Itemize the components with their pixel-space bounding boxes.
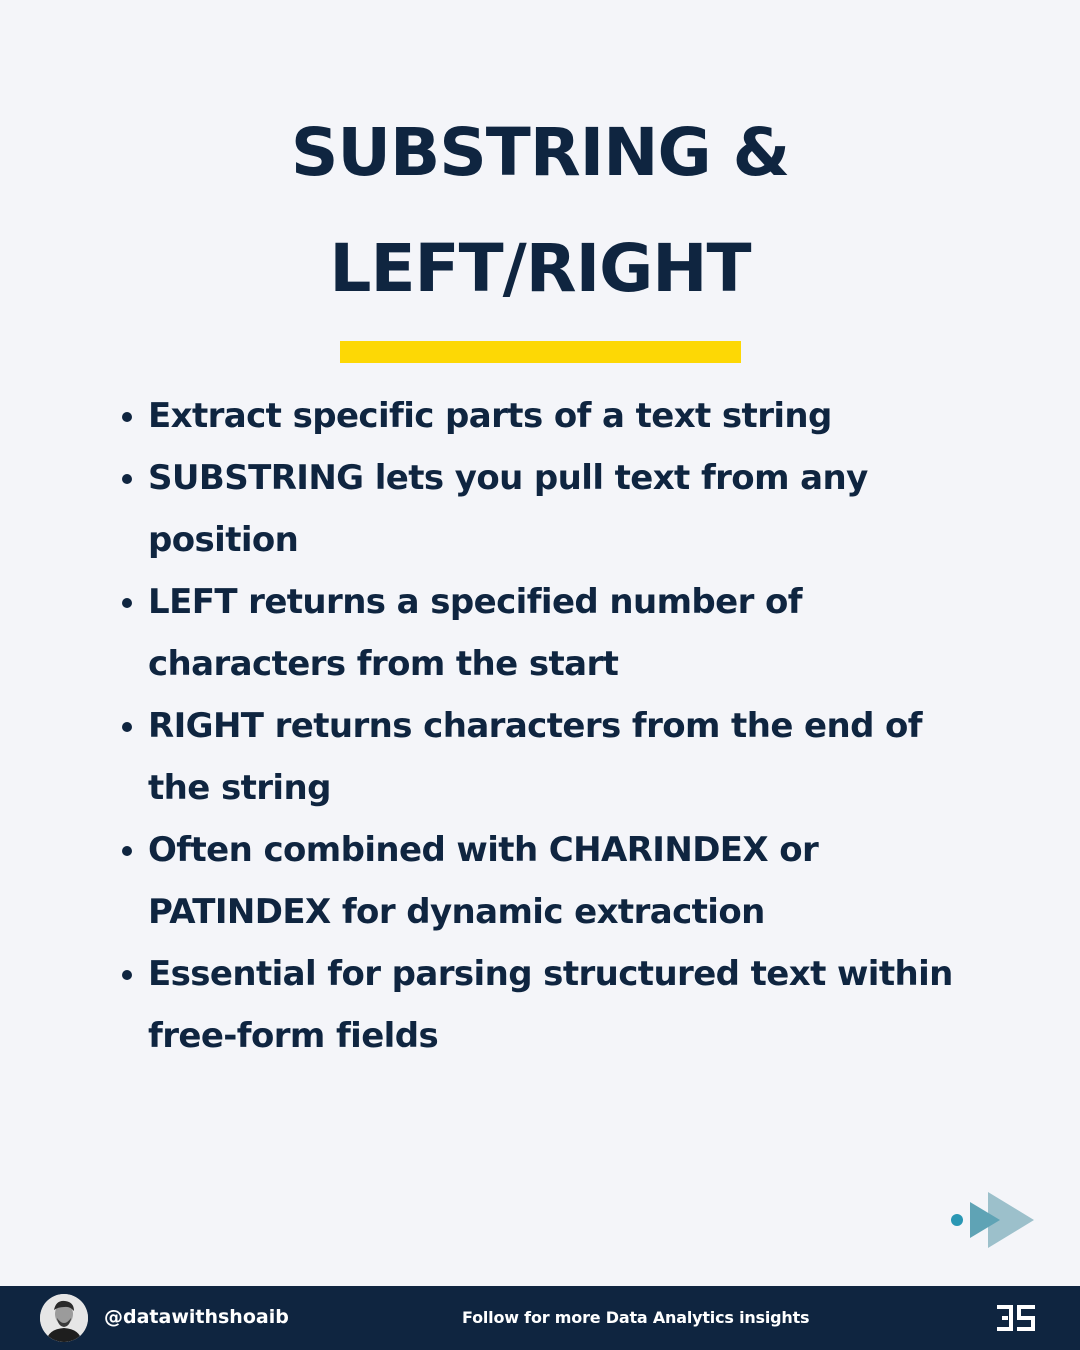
bullet-dot-icon bbox=[122, 846, 132, 856]
bullet-list bbox=[120, 385, 980, 1067]
title-underline bbox=[340, 341, 741, 363]
page-title-line-1: SUBSTRING & bbox=[290, 114, 790, 191]
next-arrow-icon[interactable] bbox=[948, 1190, 1038, 1250]
bullet-dot-icon bbox=[122, 598, 132, 608]
bullet-item bbox=[120, 385, 980, 447]
bullet-item bbox=[120, 943, 980, 1067]
bullet-text: Often combined with CHARINDEX or PATINDEX for dynamic extraction bbox=[148, 830, 819, 932]
bullet-item bbox=[120, 447, 980, 571]
bullet-dot-icon bbox=[122, 412, 132, 422]
bullet-text: RIGHT returns characters from the end of the string bbox=[148, 706, 923, 808]
profile-handle[interactable]: @datawithshoaib bbox=[104, 1306, 289, 1328]
bullet-text: LEFT returns a specified number of characters from the start bbox=[148, 582, 802, 684]
profile-avatar[interactable] bbox=[40, 1294, 88, 1342]
bullet-text: SUBSTRING lets you pull text from any position bbox=[148, 458, 868, 560]
bullet-text: Extract specific parts of a text string bbox=[148, 396, 832, 436]
bullet-dot-icon bbox=[122, 722, 132, 732]
follow-cta: Follow for more Data Analytics insights bbox=[462, 1308, 810, 1327]
bullet-text: Essential for parsing structured text within free-form fields bbox=[148, 954, 953, 1056]
bullet-item bbox=[120, 695, 980, 819]
bullet-item bbox=[120, 819, 980, 943]
bullet-dot-icon bbox=[122, 970, 132, 980]
page-title-line-2: LEFT/RIGHT bbox=[329, 230, 751, 307]
ds-logo-icon bbox=[995, 1303, 1037, 1333]
bullet-dot-icon bbox=[122, 474, 132, 484]
footer-bar bbox=[0, 1286, 1080, 1350]
bullet-item bbox=[120, 571, 980, 695]
